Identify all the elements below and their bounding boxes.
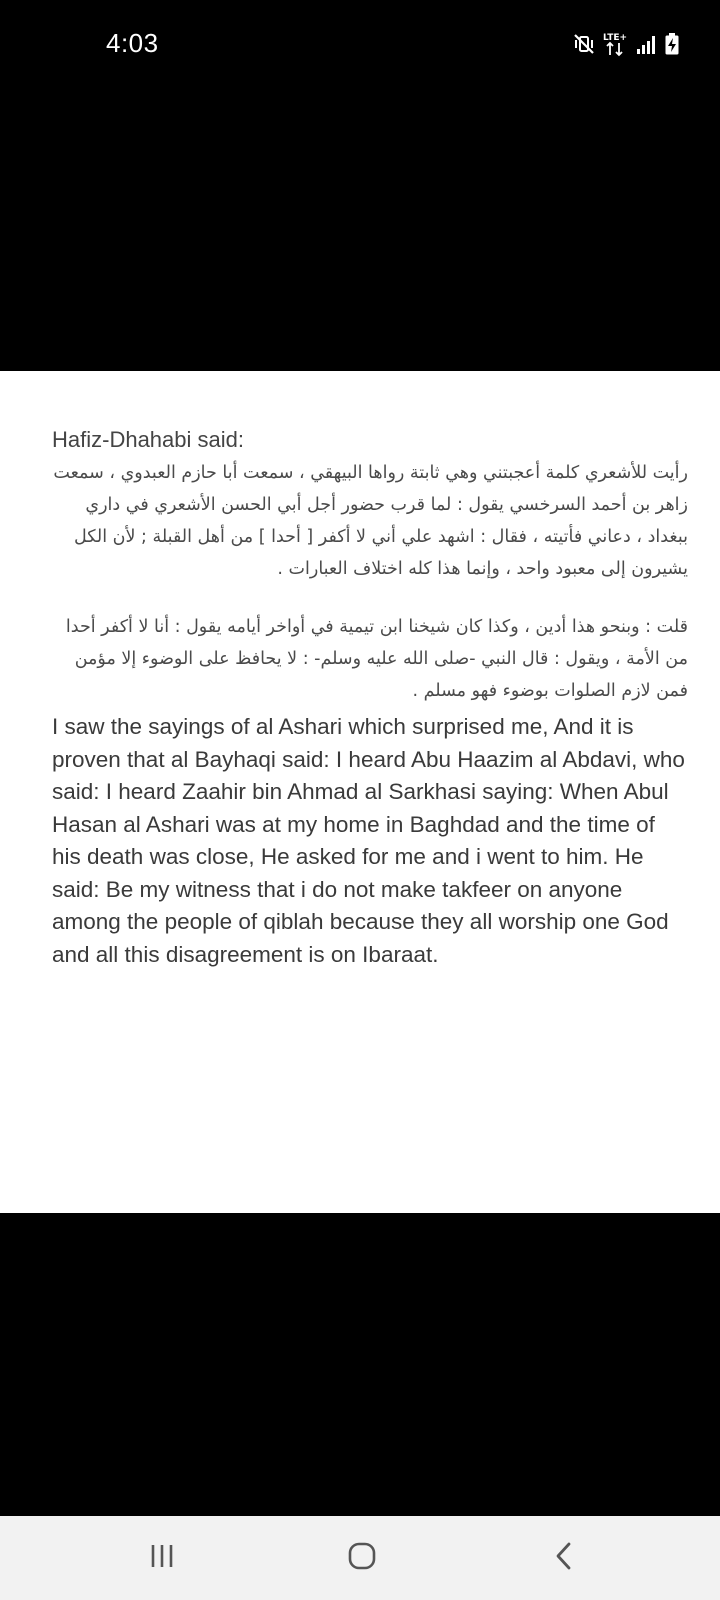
status-bar — [0, 0, 720, 88]
back-button[interactable] — [534, 1536, 594, 1580]
english-paragraph: I saw the sayings of al Ashari which surprised me, And it is proven that al Bayhaqi said: I heard Abu Haazim al Abdavi, who said: I heard Zaahir bin Ahmad al Sarkhasi saying: When Abul Hasan al Ashari was at my home in Baghdad and the time of his death was close, He asked for me and i went to him. He said: Be my witness that i do not make takfeer on anyone among the people of qiblah because they all worship one God and all this disagreement is on Ibaraat. — [52, 714, 685, 967]
recent-apps-icon — [147, 1542, 177, 1574]
status-icons — [572, 30, 680, 58]
arabic-paragraph-2: قلت : وبنحو هذا أدين ، وكذا كان شيخنا ابن تيمية في أواخر أيامه يقول : أنا لا أكفر أحدا من الأمة ، ويقول : قال النبي -صلى الله عليه وسلم- : لا يحافظ على الوضوء إلا مؤمن فمن لازم الصلوات بوضوء فهو مسلم . — [65, 617, 688, 701]
status-time: 4:03 — [106, 28, 159, 58]
document-content — [52, 425, 688, 971]
svg-text:LTE+: LTE+ — [603, 33, 628, 43]
recent-apps-button[interactable] — [132, 1536, 192, 1580]
image-panel — [0, 371, 720, 1213]
battery-charging-icon — [664, 32, 680, 56]
lte-data-icon — [602, 31, 630, 57]
signal-icon — [636, 33, 658, 55]
mute-vibrate-icon — [572, 32, 596, 56]
home-icon — [347, 1541, 377, 1575]
document-heading: Hafiz-Dhahabi said: — [52, 427, 244, 452]
navigation-bar — [0, 1516, 720, 1600]
arabic-paragraph-1: رأيت للأشعري كلمة أعجبتني وهي ثابتة رواها البيهقي ، سمعت أبا حازم العبدوي ، سمعت زاهر بن أحمد السرخسي يقول : لما قرب حضور أجل أبي الحسن الأشعري في داري ببغداد ، دعاني فأتيته ، فقال : اشهد علي أني لا أكفر [ أحدا ] من أهل القبلة ; لأن الكل يشيرون إلى معبود واحد ، وإنما هذا كله اختلاف العبارات . — [53, 463, 688, 579]
back-icon — [552, 1541, 576, 1575]
home-button[interactable] — [332, 1536, 392, 1580]
